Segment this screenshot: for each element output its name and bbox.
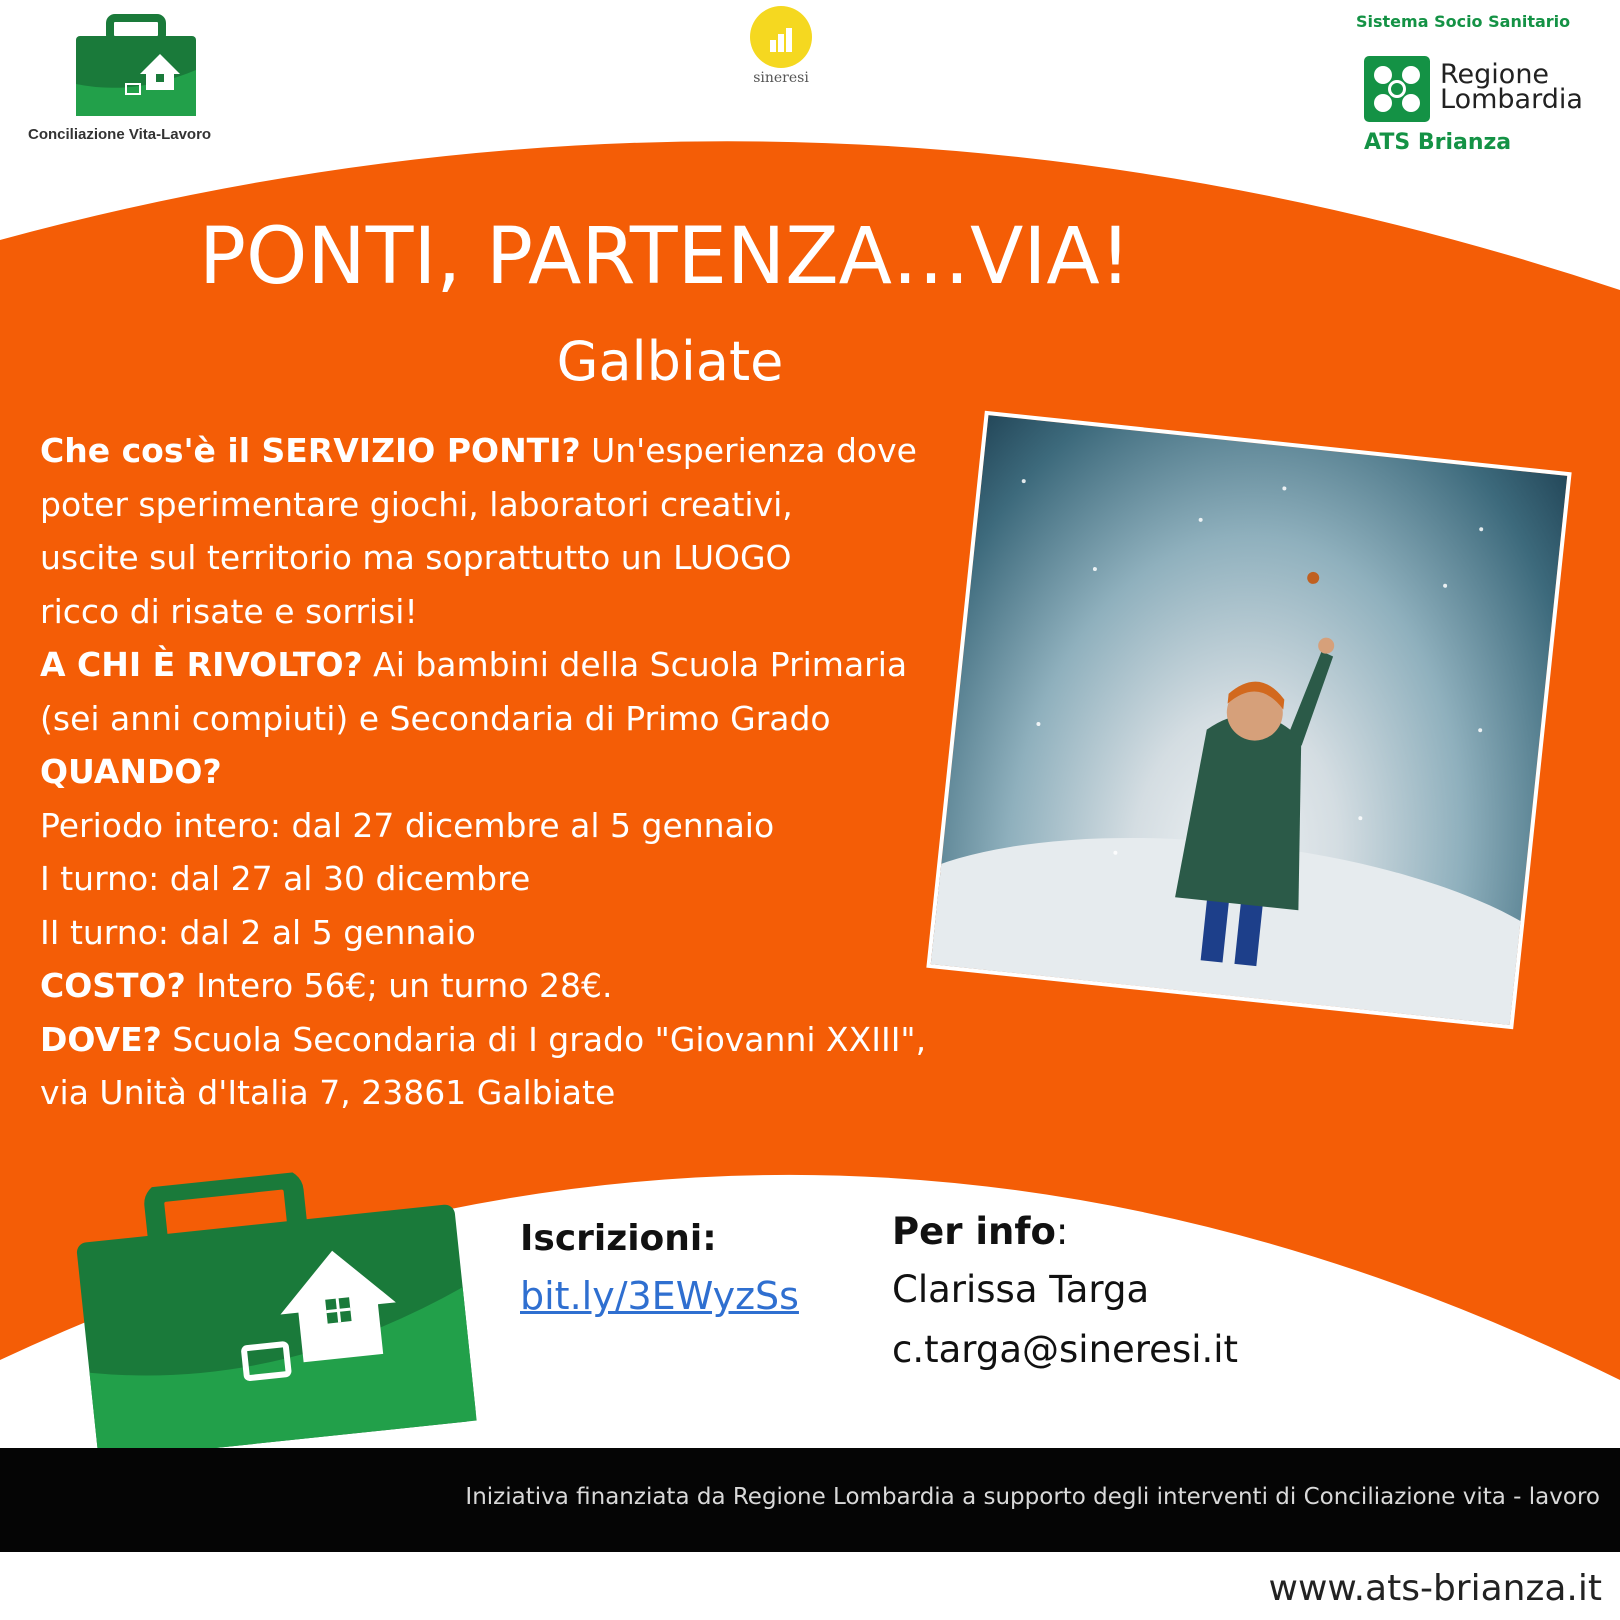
- where-line-2: via Unità d'Italia 7, 23861 Galbiate: [40, 1073, 616, 1112]
- q1-label: Che cos'è il SERVIZIO PONTI?: [40, 431, 581, 470]
- q5-label: DOVE?: [40, 1019, 162, 1059]
- line-q1-3: uscite sul territorio ma soprattutto un LUOGO: [40, 538, 792, 577]
- info-label: Per info:: [892, 1210, 1069, 1253]
- briefcase-house-icon: [67, 1155, 483, 1464]
- contact-name: Clarissa Targa: [892, 1268, 1150, 1311]
- sistema-socio-sanitario: Sistema Socio Sanitario: [1356, 12, 1571, 31]
- conciliazione-logo: [22, 14, 252, 154]
- page-subtitle: Galbiate: [556, 330, 784, 393]
- footer-text: Iniziativa finanziata da Regione Lombardia a supporto degli interventi di Conciliazione vita - lavoro: [465, 1484, 1600, 1510]
- regione-lombardia-name: Regione Lombardia: [1440, 59, 1583, 115]
- line-q1-4: ricco di risate e sorrisi!: [40, 591, 418, 631]
- ats-brianza-label: ATS Brianza: [1364, 130, 1512, 155]
- sineresi-logo: [728, 6, 834, 102]
- registration-label: Iscrizioni:: [520, 1218, 717, 1259]
- description-text: [40, 424, 1000, 1120]
- footer-band: [0, 1448, 1620, 1552]
- line-q5: DOVE? Scuola Secondaria di I grado "Giovanni XXIII",: [40, 1019, 927, 1059]
- line-q3: [40, 745, 1000, 799]
- q2-label: A CHI È RIVOLTO?: [40, 645, 363, 684]
- q4-label: COSTO?: [40, 966, 186, 1005]
- when-line-1: Periodo intero: dal 27 dicembre al 5 gennaio: [40, 805, 775, 845]
- briefcase-house-icon: [74, 14, 198, 118]
- sun-icon: [750, 6, 812, 68]
- when-line-2: I turno: dal 27 al 30 dicembre: [40, 859, 531, 898]
- contact-email: c.targa@sineresi.it: [892, 1328, 1239, 1371]
- registration-link[interactable]: bit.ly/3EWyzSs: [520, 1274, 799, 1318]
- regione-lombardia-logo: [1356, 12, 1606, 155]
- page-title: PONTI, PARTENZA…VIA!: [198, 212, 1131, 302]
- line-q2: A CHI È RIVOLTO? Ai bambini della Scuola Primaria: [40, 645, 908, 684]
- regione-lombardia-rose-icon: [1364, 56, 1430, 122]
- line-q2-2: (sei anni compiuti) e Secondaria di Primo Grado: [40, 698, 831, 738]
- website-url: www.ats-brianza.it: [1268, 1568, 1602, 1609]
- sineresi-name: sineresi: [753, 70, 809, 86]
- when-line-3: II turno: dal 2 al 5 gennaio: [40, 912, 476, 952]
- conciliazione-caption: Conciliazione Vita-Lavoro: [28, 126, 212, 143]
- child-in-snow-photo: [926, 411, 1571, 1030]
- line-q4: COSTO? Intero 56€; un turno 28€.: [40, 966, 613, 1005]
- line-q1: Che cos'è il SERVIZIO PONTI? Un'esperienza dove: [40, 431, 917, 470]
- q3-label: QUANDO?: [40, 752, 222, 791]
- line-q1-2: poter sperimentare giochi, laboratori creativi,: [40, 484, 793, 524]
